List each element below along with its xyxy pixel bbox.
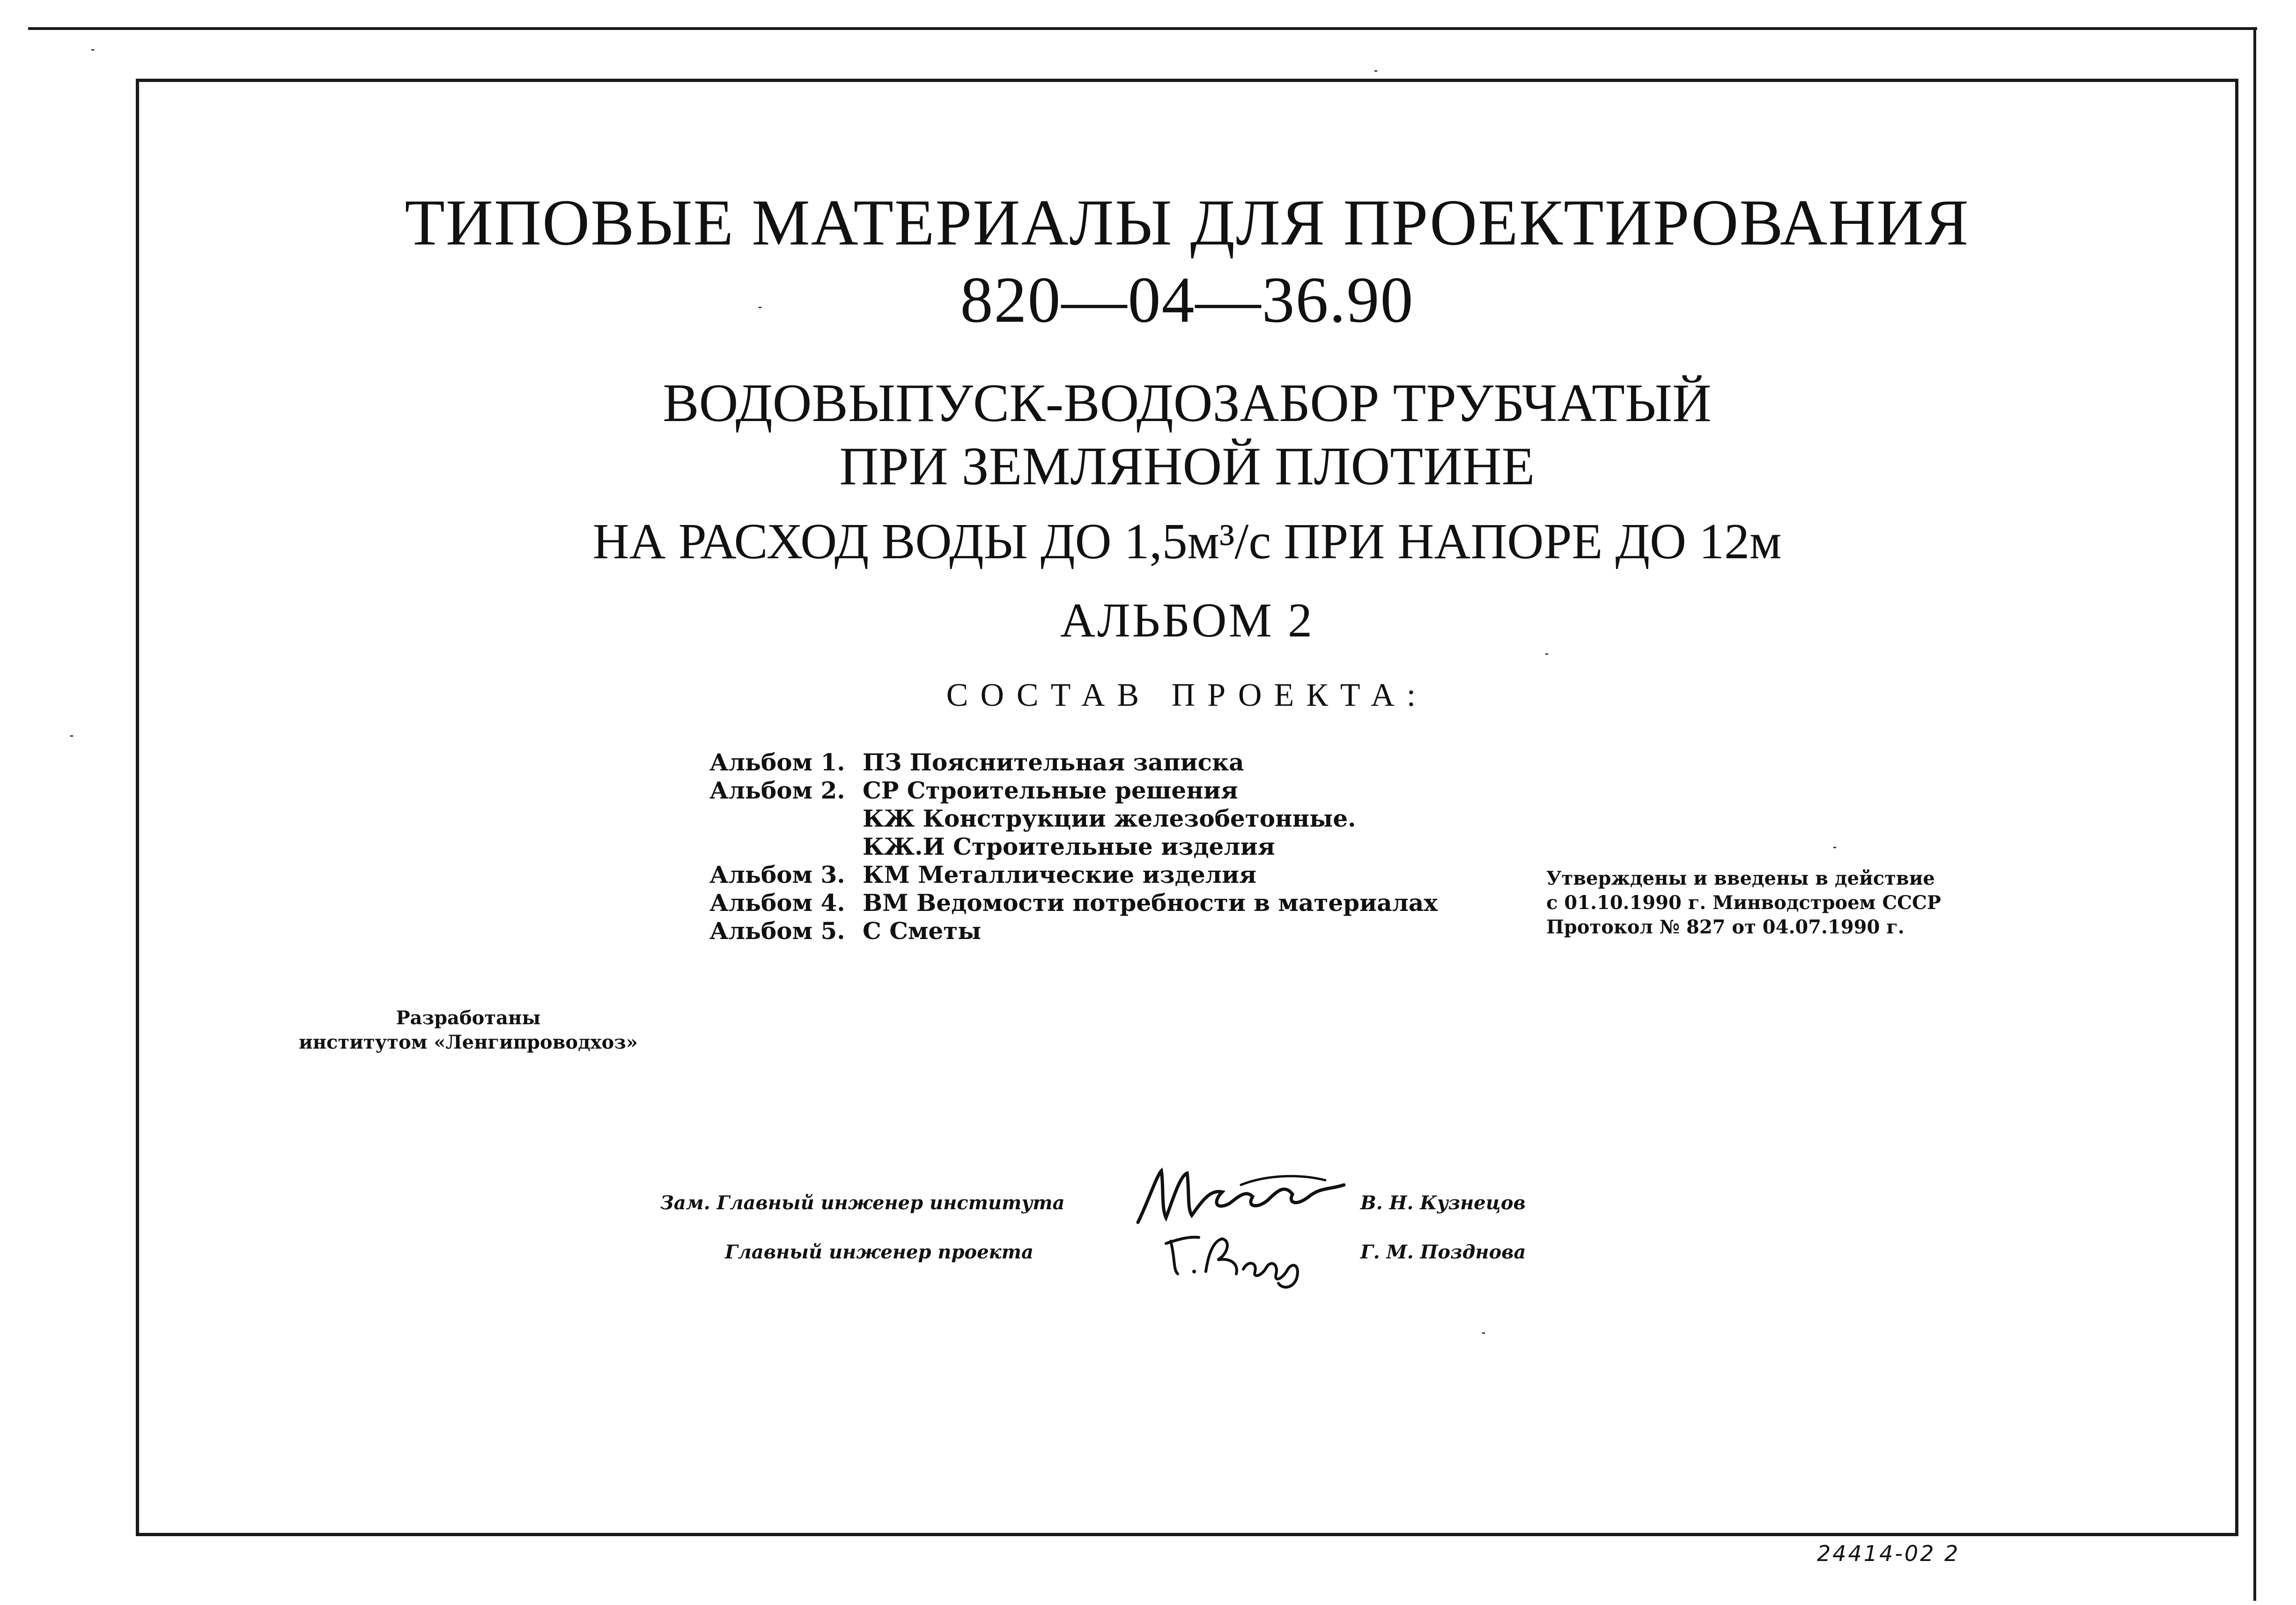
composition-desc: ПЗ Пояснительная записка [863,748,1244,776]
developer-line: Разработаны [396,1007,541,1029]
composition-item [709,833,1438,861]
scan-speck [1833,847,1836,848]
composition-item [709,917,1438,945]
approval-line: с 01.10.1990 г. Минводстроем СССР [1546,892,1941,914]
series-code: 820—04—36.90 [960,264,1414,336]
composition-album: Альбом 3. [709,861,845,888]
composition-desc: С Сметы [863,917,982,945]
composition-item [709,805,1438,833]
composition-desc: КЖ.И Строительные изделия [863,833,1275,860]
series-title: ТИПОВЫЕ МАТЕРИАЛЫ ДЛЯ ПРОЕКТИРОВАНИЯ [405,186,1970,259]
composition-item [709,777,1438,805]
sheet-right-edge [2253,27,2256,1601]
approval-note [1546,866,1941,939]
signer-role: Главный инженер проекта [725,1241,1034,1263]
composition-album: Альбом 1. [709,748,845,776]
scan-speck [70,735,73,737]
signature-kuznetsov [1129,1157,1353,1236]
signer-role: Зам. Главный инженер института [660,1192,1065,1214]
signer-name: Г. М. Позднова [1360,1241,1526,1263]
composition-album: Альбом 2. [709,777,845,804]
approval-line: Утверждены и введены в действие [1546,867,1935,889]
signature-pozdnova [1161,1227,1316,1293]
approval-line: Протокол № 827 от 04.07.1990 г. [1546,916,1905,938]
composition-desc: ВМ Ведомости потребности в материалах [863,889,1438,917]
developer-line: институтом «Ленгипроводхоз» [299,1031,638,1053]
subject-line-1: ВОДОВЫПУСК-ВОДОЗАБОР ТРУБЧАТЫЙ [663,373,1712,433]
scan-speck [1482,1332,1485,1334]
composition-item [709,889,1438,917]
sheet-code: 24414-02 2 [1817,1541,1960,1566]
signer-name: В. Н. Кузнецов [1360,1192,1526,1214]
composition-item [709,748,1438,777]
developer-note [281,1006,656,1055]
scan-speck [759,307,761,308]
composition-list [709,748,1438,945]
scan-speck [1545,653,1548,655]
scan-speck [91,49,94,51]
subject-line-3: НА РАСХОД ВОДЫ ДО 1,5м³/с ПРИ НАПОРЕ ДО 12м [592,514,1782,570]
composition-album: Альбом 5. [709,917,845,945]
composition-album: Альбом 4. [709,889,845,917]
scan-speck [1374,70,1377,72]
sheet-top-edge [28,27,2257,30]
subject-line-2: ПРИ ЗЕМЛЯНОЙ ПЛОТИНЕ [839,436,1535,496]
album-title: АЛЬБОМ 2 [1060,593,1314,647]
composition-item [709,861,1438,889]
composition-desc: КЖ Конструкции железобетонные. [863,805,1356,832]
composition-heading: СОСТАВ ПРОЕКТА: [946,677,1428,713]
composition-desc: СР Строительные решения [863,777,1238,804]
composition-desc: КМ Металлические изделия [863,861,1257,888]
